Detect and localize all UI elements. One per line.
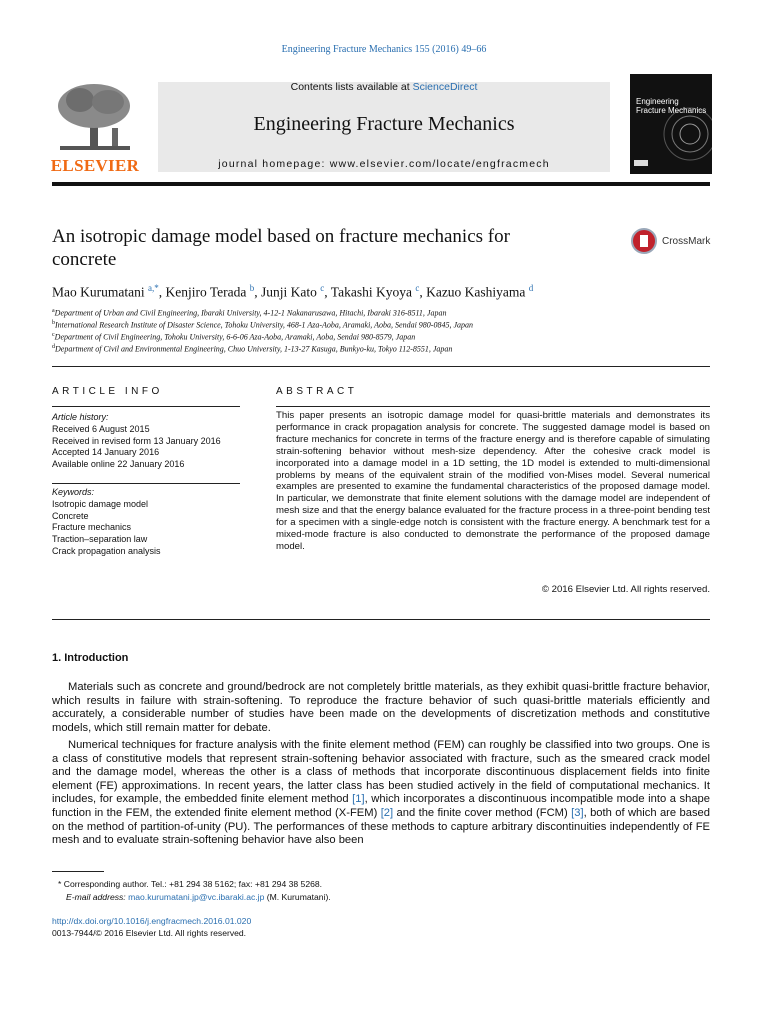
- author-sup[interactable]: c: [415, 283, 420, 293]
- abstract-text: This paper presents an isotropic damage model for quasi-brittle materials and demonstrates its performance in crack propagation analysis for concrete. The suggested damage model is based on fracture mechanics for concrete in terms of the fracture energy and is therefore capable of simulating strain-softening behavior without mesh-size dependency. After the cohesive crack model is incorporated into a damage model in a 1D setting, the 1D model is extended to multi-dimensional problems by means of the equivalent strain of the modified von-Mises model. Several numerical examples are presented to examine the fundamental characteristics of the proposed damage model. In particular, we demonstrate that finite element solutions with the damage model are independent of mesh size and that the energy balance evaluated for the fracture process in a three-point bending test for a specimen with a single-edge notch is consistent with the fracture energy. A benchmark test for a mixed-mode fracture is also conducted to demonstrate the performance of the proposed damage model.: [276, 410, 710, 552]
- keywords-list: [52, 487, 252, 558]
- affiliation: [52, 320, 473, 330]
- author-name[interactable]: Takashi Kyoya: [330, 284, 412, 300]
- affiliation-text: International Research Institute of Disaster Science, Tohoku University, 468-1 Aza-Aoba, Aramaki, Aoba, Sendai 980-0845, Japan: [55, 320, 474, 330]
- article-info-heading: ARTICLE INFO: [52, 386, 163, 397]
- author-sup[interactable]: b: [249, 283, 255, 293]
- intro-text: , which incorporates a discontinuous incompatible mode into a shape function in the FEM, the extended finite element method (X-FEM): [52, 793, 710, 819]
- sciencedirect-link[interactable]: ScienceDirect: [412, 81, 478, 93]
- intro-text: Numerical techniques for fracture analysis with the finite element method (FEM) can roughly be classified into two groups. One is a class of constitutive models that represent strain-softening behavior associated with fracture, such as the smeared crack model and the damage model, whereas the other is a class of methods that incorporate discontinuous displacement fields into finite element (FE) approximations. In recent years, the latter class has been studied actively in the field of computational mechanics. It includes, for example, the embedded finite element method: [52, 739, 710, 806]
- keywords-divider: [52, 483, 240, 484]
- author-sup[interactable]: a,*: [147, 283, 159, 293]
- keyword: Concrete: [52, 510, 89, 521]
- section-divider: [52, 366, 710, 367]
- section-divider: [52, 619, 710, 620]
- author-name[interactable]: Kazuo Kashiyama: [426, 284, 526, 300]
- title-line-1: An isotropic damage model based on fracture mechanics for: [52, 226, 510, 247]
- intro-text: and the finite cover method (FCM): [393, 806, 572, 819]
- header-divider: [52, 182, 710, 186]
- affiliation: [52, 308, 446, 318]
- citation-link-1[interactable]: [1]: [352, 793, 365, 806]
- affiliation-sup: a: [52, 308, 55, 314]
- citation-link-3[interactable]: [3]: [571, 806, 584, 819]
- article-info-divider: [52, 406, 240, 407]
- affiliation-text: Department of Urban and Civil Engineering, Ibaraki University, 4-12-1 Nakanarusawa, Hitachi, Ibaraki 316-8511, Japan: [54, 308, 447, 318]
- contents-line: [158, 81, 610, 93]
- affiliation-sup: d: [52, 344, 55, 350]
- history-item: Available online 22 January 2016: [52, 459, 185, 470]
- author-sup[interactable]: c: [320, 283, 325, 293]
- intro-text: , both of which are based on the method of partition-of-unity (PU). The performances of these methods to capture arbitrary discontinuities independently of FE mesh and to evaluate strain-softening behavior have also been: [52, 806, 710, 847]
- history-item: Received 6 August 2015: [52, 423, 150, 434]
- email-label: E-mail address:: [66, 892, 129, 902]
- doi-link[interactable]: http://dx.doi.org/10.1016/j.engfracmech.2016.01.020: [52, 916, 252, 926]
- homepage-link[interactable]: www.elsevier.com/locate/engfracmech: [329, 158, 550, 170]
- cover-title-line2: Fracture Mechanics: [636, 106, 707, 115]
- email-note: [66, 892, 331, 902]
- affiliation-text: Department of Civil Engineering, Tohoku University, 6-6-06 Aza-Aoba, Aramaki, Aoba, Sendai 980-8579, Japan: [54, 332, 416, 342]
- email-link[interactable]: mao.kurumatani.jp@vc.ibaraki.ac.jp: [128, 892, 265, 902]
- author-sup[interactable]: d: [528, 283, 534, 293]
- keywords-label: Keywords:: [52, 487, 95, 497]
- contents-prefix: Contents lists available at: [290, 81, 413, 93]
- abstract-divider: [276, 406, 710, 407]
- history-item: Received in revised form 13 January 2016: [52, 435, 221, 446]
- author-name[interactable]: Kenjiro Terada: [165, 284, 247, 300]
- crossmark-bookmark-icon: [640, 235, 648, 247]
- intro-paragraph-2: [52, 739, 710, 848]
- journal-reference[interactable]: Engineering Fracture Mechanics 155 (2016) 49–66: [281, 44, 487, 55]
- homepage-prefix: journal homepage:: [218, 158, 330, 170]
- history-label: Article history:: [52, 412, 109, 422]
- history-item: Accepted 14 January 2016: [52, 447, 160, 458]
- author-list: Mao Kurumatani $^{a,*}$, Kenjiro Terada $^b$, Junji Kato $^c$, Takashi Kyoya $^c$, Kazuo Kashiyama $^d$: [52, 283, 534, 300]
- title-line-2: concrete: [52, 249, 117, 270]
- author-name[interactable]: Junji Kato: [261, 284, 317, 300]
- keyword: Crack propagation analysis: [52, 545, 161, 556]
- journal-homepage: [158, 158, 610, 170]
- affiliation-sup: b: [52, 320, 55, 326]
- journal-cover-image: [630, 74, 712, 174]
- footnote-divider: [52, 871, 104, 872]
- affiliation-sup: c: [52, 332, 55, 338]
- affiliation-text: Department of Civil and Environmental Engineering, Chuo University, 1-13-27 Kasuga, Bunkyo-ku, Tokyo 112-8551, Japan: [55, 344, 453, 354]
- crossmark-label[interactable]: CrossMark: [662, 236, 711, 247]
- keyword: Fracture mechanics: [52, 522, 132, 533]
- journal-name: Engineering Fracture Mechanics: [253, 113, 515, 135]
- affiliation: [52, 332, 415, 342]
- keyword: Isotropic damage model: [52, 498, 149, 509]
- paper-title: [52, 225, 612, 271]
- elsevier-wordmark: ELSEVIER: [50, 156, 140, 175]
- article-history: [52, 412, 252, 471]
- intro-paragraph-1: Materials such as concrete and ground/bedrock are not completely brittle materials, as they exhibit quasi-brittle fracture behavior, which results in failure with strain-softening. To reproduce the fracture behavior of such quasi-brittle materials efficiently and accurately, a considerable number of studies have been made on the developments of discretization methods and constitutive models, which still remain matter for debate.: [52, 681, 710, 734]
- introduction-heading: 1. Introduction: [52, 652, 129, 664]
- email-suffix: (M. Kurumatani).: [264, 892, 331, 902]
- keyword: Traction–separation law: [52, 534, 148, 545]
- author-name[interactable]: Mao Kurumatani: [52, 284, 145, 300]
- abstract-copyright: © 2016 Elsevier Ltd. All rights reserved.: [541, 584, 710, 595]
- issn-copyright: 0013-7944/© 2016 Elsevier Ltd. All rights reserved.: [52, 928, 247, 938]
- citation-link-2[interactable]: [2]: [380, 806, 394, 819]
- affiliation: [52, 344, 452, 354]
- corresponding-author-note: * Corresponding author. Tel.: +81 294 38 5162; fax: +81 294 38 5268.: [58, 879, 323, 889]
- abstract-heading: ABSTRACT: [276, 386, 358, 397]
- cover-title-line1: Engineering: [636, 97, 679, 106]
